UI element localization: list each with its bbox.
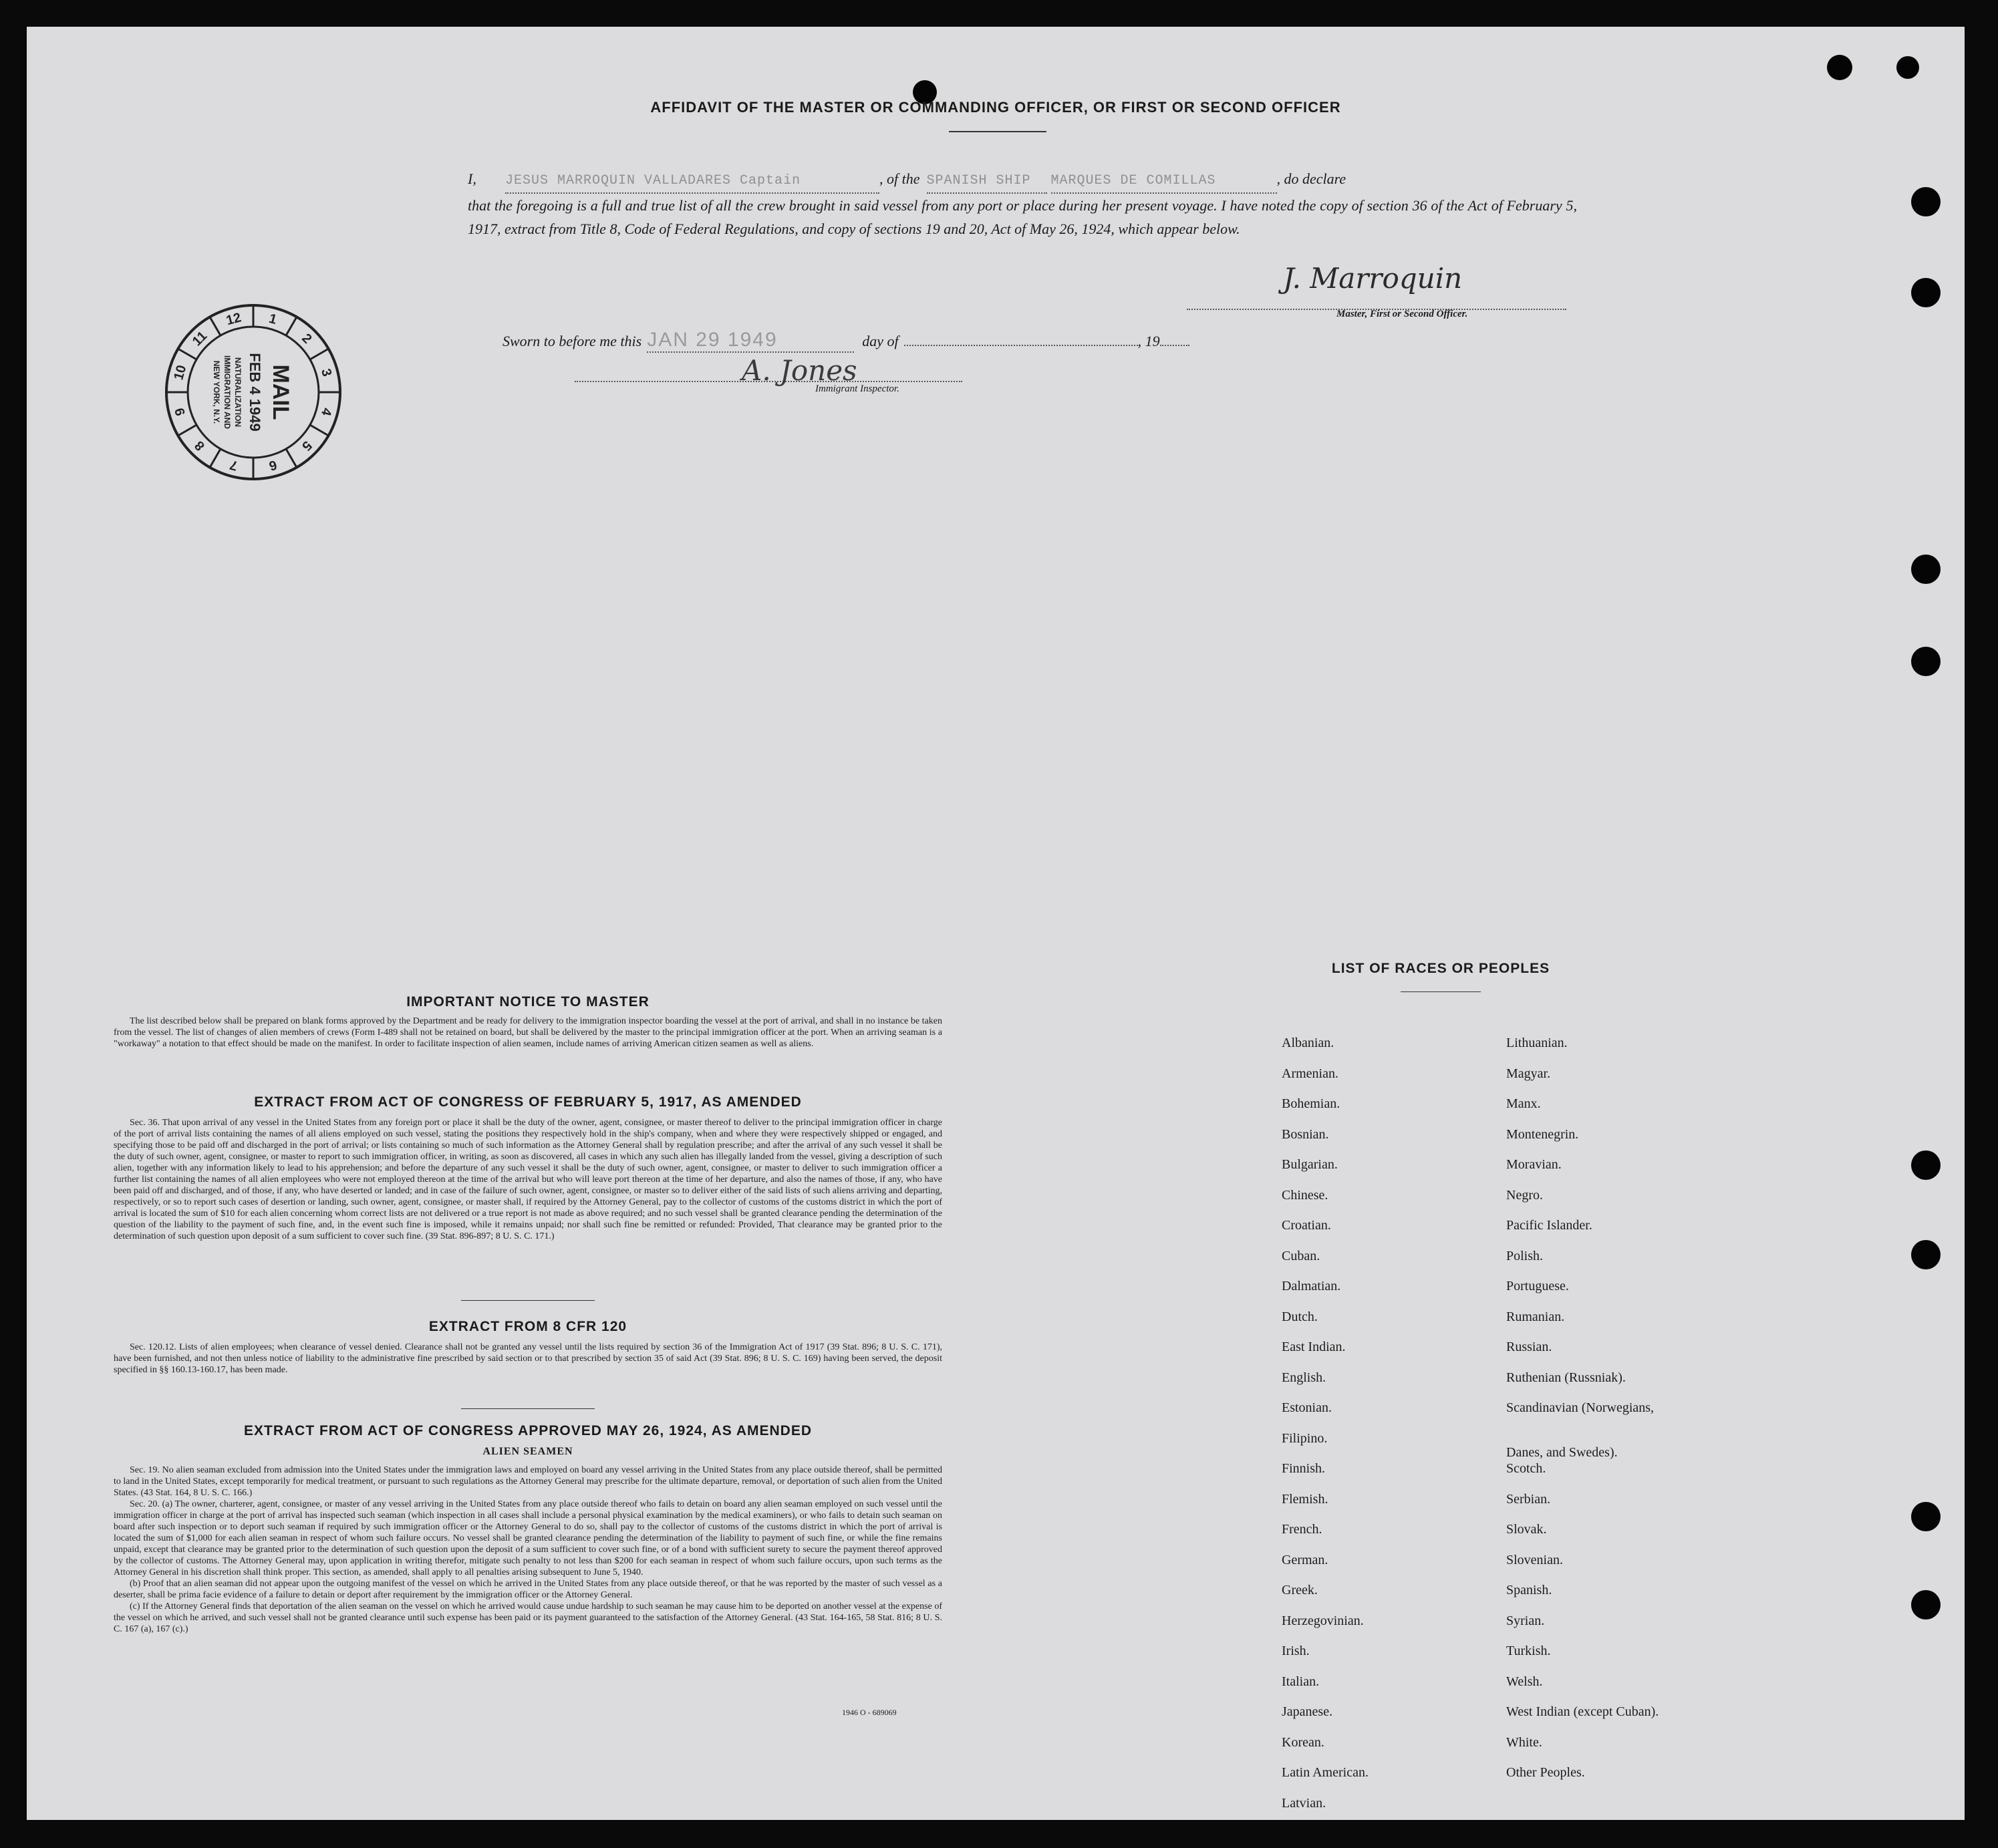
- stamp-ring-number: 1: [267, 311, 279, 327]
- race-item: Slovak.: [1506, 1522, 1547, 1537]
- intro-i: I,: [468, 170, 476, 187]
- extract-cfr-title: EXTRACT FROM 8 CFR 120: [428, 1319, 627, 1334]
- punch-hole: [1911, 187, 1941, 216]
- extract-1924-paragraph: (b) Proof that an alien seaman did not appear upon the outgoing manifest of the vessel on which he arrived in the United States from any place outside thereof, or that he was reported by the master of such vessel as a deserter, shall be prima facie evidence of a failure to detain or deport after requirement by the immigration officer or the Attorney General.: [114, 1579, 942, 1600]
- race-item: Syrian.: [1506, 1613, 1545, 1628]
- race-item: Croatian.: [1282, 1218, 1331, 1233]
- extract-1924-body: [114, 1465, 942, 1635]
- stamp-ring-divider: [178, 425, 196, 436]
- punch-hole: [1911, 555, 1941, 584]
- declaration-text: that the foregoing is a full and true list of all the crew brought in said vessel from any port or place during her present voyage. I have noted the copy of section 36 of the Act of February 5, 1917, extract from Title 8, Code of Federal Regulations, and copy of sections 19 and 20, Act of May 26, 1924, which appear below.: [468, 197, 1577, 237]
- extract-1924-paragraph: Sec. 19. No alien seaman excluded from admission into the United States under the immigration laws and employed on board any vessel arriving in the United States from any place outside thereof, shall be permitted to land in the United States, except temporarily for medical treatment, or pursuant to such regulations as the Attorney General may prescribe for the ultimate departure, removal, or deportation of such alien from the United States. (43 Stat. 164, 8 U. S. C. 166.): [114, 1465, 942, 1498]
- extract-1924-paragraph: (c) If the Attorney General finds that deportation of the alien seaman on the vessel on which he arrived would cause undue hardship to such seaman he may cause him to be deported on another vessel at the expense of the vessel on which he arrived, and such vessel shall not be granted clearance until such expense has been paid or its payment guaranteed to the satisfaction of the Attorney General. (43 Stat. 164-165, 58 Stat. 816; 8 U. S. C. 167 (a), 167 (c).): [114, 1601, 942, 1634]
- stamp-ring-number: 11: [189, 328, 210, 349]
- divider: [461, 1300, 595, 1301]
- race-item: Negro.: [1506, 1187, 1543, 1203]
- extract-cfr-paragraph: Sec. 120.12. Lists of alien employees; when clearance of vessel denied. Clearance shall not be granted any vessel until the lists required by section 36 of the Immigration Act of 1917 (39 Stat. 896; 8 U. S. C. 171), have been furnished, and not then unless notice of liability to the administrative fine prescribed by said section or to that prescribed by section 35 of said Act (39 Stat. 896; 8 U. S. C. 169) having been served, the deposit specified in §§ 160.13-160.17, has been made.: [114, 1342, 942, 1375]
- stamp-line-text: NEW YORK, N.Y.: [212, 360, 221, 424]
- race-item: Scotch.: [1506, 1461, 1546, 1476]
- race-item: Flemish.: [1282, 1491, 1328, 1507]
- race-item: Pacific Islander.: [1506, 1218, 1592, 1233]
- master-signature-caption: Master, First or Second Officer.: [1336, 309, 1468, 319]
- inspector-caption: Immigrant Inspector.: [815, 383, 899, 394]
- race-item: Bosnian.: [1282, 1126, 1329, 1142]
- race-item: Albanian.: [1282, 1036, 1334, 1050]
- race-item: White.: [1506, 1734, 1542, 1750]
- affidavit-title: AFFIDAVIT OF THE MASTER OR COMMANDING OFFICER, OR FIRST OR SECOND OFFICER: [650, 99, 1341, 116]
- race-item: Rumanian.: [1506, 1309, 1565, 1324]
- punch-hole: [1911, 1590, 1941, 1620]
- race-item: Moravian.: [1506, 1157, 1562, 1172]
- race-item: Greek.: [1282, 1583, 1318, 1597]
- do-declare-text: , do declare: [1276, 170, 1346, 187]
- race-item: Armenian.: [1282, 1066, 1338, 1081]
- race-item: Herzegovinian.: [1282, 1613, 1364, 1628]
- manifest-page: [27, 27, 1965, 1820]
- extract-cfr-body: [114, 1342, 942, 1376]
- punch-hole: [1911, 1502, 1941, 1531]
- race-item: Irish.: [1282, 1644, 1310, 1658]
- notice-body: [114, 1016, 942, 1050]
- stamp-ring-number: 7: [228, 457, 239, 474]
- notice-paragraph: The list described below shall be prepared on blank forms approved by the Department and be ready for delivery to the immigration inspector boarding the vessel at the port of arrival, and shall in no instance be taken from the vessel. The list of changes of alien members of crews (Form I-489 shall not be retained on board, but shall be delivered by the master to the principal immigration officer at the port. When an arriving seaman is a "workaway" a notation to that effect should be made on the manifest. In order to facilitate inspection of alien seamen, include names of arriving American citizen seamen as well as aliens.: [114, 1016, 942, 1049]
- races-title: LIST OF RACES OR PEOPLES: [1331, 961, 1550, 976]
- race-item: Chinese.: [1282, 1187, 1328, 1203]
- stamp-ring-number: 9: [172, 406, 188, 418]
- race-item: German.: [1282, 1552, 1328, 1567]
- extract-1917-paragraph: Sec. 36. That upon arrival of any vessel in the United States from any foreign port or place it shall be the duty of the owner, agent, consignee, or master thereof to deliver to the principal immigration officer in charge of the port of arrival lists containing the names of all aliens employed on such vessel, stating the positions they respectively hold in the ship's company, when and where they were respectively shipped or engaged, and specifying those to be paid off and discharged in the port of arrival; or lists containing so much of such information as the Attorney General shall by regulation prescribe; and after the arrival of any such vessel it shall be the duty of such owner, agent, consignee, or master to report to such immigration officer, in writing, as soon as discovered, all cases in which any such alien has illegally landed from the vessel, giving a description of such alien, together with any information likely to lead to his apprehension; and before the departure of any such vessel it shall be the duty of such owner, agent, consignee, or master to deliver to such immigration officer a further list containing the names of all alien employees who were not employed thereon at the time of the arrival but who will leave port thereon at the time of her departure, and also the names of those, if any, who have been paid off and discharged, and of those, if any, who have deserted or landed; and in case of the failure of such owner, agent, consignee, or master so to deliver either of the said lists of such aliens arriving and departing, respectively, or so to report such cases of desertion or landing, such owner, agent, consignee, or master shall, if required by the Attorney General, pay to the collector of customs of the customs district in which the port of arrival is located the sum of $10 for each alien concerning whom correct lists are not delivered or a true report is not made as above required; and no such vessel shall be granted clearance pending the determination of the question of the liability to the payment of such fine, and, in the event such fine is imposed, while it remains unpaid; nor shall such fine be remitted or refunded: Provided, That clearance may be granted prior to the determination of such question upon deposit of a sum sufficient to cover such fine. (39 Stat. 896-897; 8 U. S. C. 171.): [114, 1118, 942, 1241]
- race-item: Serbian.: [1506, 1491, 1551, 1507]
- punch-hole: [1911, 647, 1941, 676]
- race-item: English.: [1282, 1370, 1326, 1385]
- stamp-ring-number: 2: [299, 331, 315, 347]
- inspector-signature: A. Jones: [742, 354, 857, 387]
- race-item: Dalmatian.: [1282, 1279, 1341, 1293]
- race-item: Latvian.: [1282, 1795, 1326, 1811]
- ship-type: SPANISH SHIP: [927, 169, 1047, 194]
- day-of-blank: [904, 345, 1138, 346]
- stamp-line-text: IMMIGRATION AND: [223, 355, 232, 429]
- punch-hole: [1896, 56, 1919, 79]
- race-item: Finnish.: [1282, 1461, 1326, 1476]
- race-item: Turkish.: [1506, 1644, 1551, 1658]
- stamp-ring-number: 3: [318, 367, 335, 378]
- stamp-ring-number: 6: [267, 457, 279, 474]
- stamp-ring-divider: [310, 425, 329, 436]
- extract-1917-body: [114, 1117, 942, 1242]
- race-item: Latin American.: [1282, 1765, 1369, 1780]
- punch-hole: [1911, 1240, 1941, 1269]
- race-item: Bohemian.: [1282, 1096, 1340, 1111]
- extract-1924-title: EXTRACT FROM ACT OF CONGRESS APPROVED MAY 26, 1924, AS AMENDED: [243, 1423, 813, 1438]
- extract-1924-paragraph: Sec. 20. (a) The owner, charterer, agent, consignee, or master of any vessel arriving in the United States from any place outside thereof who fails to detain on board any alien seaman employed on such vessel until the immigration officer in charge at the port of arrival has inspected such seaman (which inspection in all cases shall include a personal physical examination by the medical examiners), or who fails to detain such seaman on board after such inspection or to deport such seaman if required by such immigration officer or the Attorney General to do so, shall pay to the collector of customs of the customs district in which the port of arrival is located the sum of $1,000 for each alien seaman in respect of whom such failure occurs. No vessel shall be granted clearance pending the determination of the liability to payment of such fine, or while the fine remains unpaid, except that clearance may be granted prior to the determination of such question upon the deposit of a sum sufficient to cover such fine, or of a bond with sufficient surety to secure the payment thereof approved by the collector of customs. The Attorney General may, upon application in writing therefor, mitigate such penalty to not less than $200 for each seaman in respect of whom such failure occurs, upon such terms as the Attorney General in his discretion shall think proper. This section, as amended, shall apply to all penalties arising subsequent to June 5, 1940.: [114, 1499, 942, 1577]
- race-item: Danes, and Swedes).: [1506, 1444, 1618, 1460]
- race-item: Ruthenian (Russniak).: [1506, 1370, 1626, 1385]
- race-item: Bulgarian.: [1282, 1157, 1338, 1172]
- race-item: Scandinavian (Norwegians,: [1506, 1400, 1655, 1415]
- stamp-ring-divider: [310, 349, 329, 359]
- stamp-ring-divider: [178, 349, 196, 359]
- stamp-ring-divider: [286, 449, 297, 468]
- stamp-mail-text: MAIL: [268, 364, 293, 420]
- race-item: Korean.: [1282, 1734, 1324, 1750]
- race-item: Estonian.: [1282, 1400, 1332, 1415]
- stamp-ring-number: 10: [171, 363, 190, 382]
- punch-hole: [1911, 278, 1941, 307]
- stamp-line-text: NATURALIZATION: [233, 357, 243, 428]
- race-item: Spanish.: [1506, 1583, 1552, 1597]
- race-item: Montenegrin.: [1506, 1126, 1579, 1142]
- race-item: Filipino.: [1282, 1430, 1328, 1446]
- divider: [1401, 991, 1481, 992]
- extract-1917-title: EXTRACT FROM ACT OF CONGRESS OF FEBRUARY 5, 1917, AS AMENDED: [254, 1094, 802, 1110]
- master-name: JESUS MARROQUIN VALLADARES Captain: [505, 169, 879, 194]
- divider: [949, 131, 1046, 132]
- race-item: Polish.: [1506, 1248, 1544, 1263]
- stamp-ring-number: 4: [318, 406, 335, 418]
- day-of-text: day of: [862, 333, 899, 349]
- print-code: 1946 O - 689069: [842, 1708, 897, 1717]
- sworn-date-stamp: JAN 29 1949: [647, 329, 778, 351]
- stamp-ring-number: 8: [192, 438, 208, 454]
- of-the-text: , of the: [879, 170, 920, 187]
- notice-title: IMPORTANT NOTICE TO MASTER: [406, 994, 650, 1010]
- stamp-ring-divider: [210, 449, 221, 468]
- race-item: Other Peoples.: [1506, 1765, 1585, 1780]
- stamp-ring-divider: [210, 317, 221, 335]
- stamp-ring-number: 5: [299, 438, 315, 454]
- year-prefix: , 19: [1137, 333, 1160, 349]
- stamp-center: [212, 353, 293, 431]
- affidavit-statement: [468, 167, 1577, 241]
- race-item: Cuban.: [1282, 1248, 1320, 1263]
- ship-name: MARQUES DE COMILLAS: [1051, 169, 1277, 194]
- race-item: Slovenian.: [1506, 1552, 1563, 1567]
- punch-hole: [1827, 55, 1852, 80]
- race-item: Welsh.: [1506, 1674, 1543, 1689]
- master-signature: J. Marroquin: [1283, 262, 1463, 295]
- race-item: Portuguese.: [1506, 1279, 1569, 1293]
- stamp-ring-number: 12: [225, 310, 243, 329]
- extract-1924-subtitle: ALIEN SEAMEN: [482, 1446, 573, 1457]
- race-item: Magyar.: [1506, 1066, 1551, 1081]
- race-item: West Indian (except Cuban).: [1506, 1704, 1659, 1719]
- race-item: Manx.: [1506, 1096, 1541, 1111]
- race-item: Russian.: [1506, 1340, 1552, 1354]
- year-blank: [1160, 345, 1189, 346]
- receipt-stamp: [163, 302, 343, 482]
- race-item: Dutch.: [1282, 1309, 1318, 1324]
- race-item: East Indian.: [1282, 1340, 1346, 1354]
- sworn-line: [503, 329, 1189, 353]
- race-item: Japanese.: [1282, 1704, 1333, 1719]
- divider: [461, 1408, 595, 1409]
- stamp-ring-divider: [286, 317, 297, 335]
- race-item: Lithuanian.: [1506, 1036, 1568, 1050]
- race-item: Italian.: [1282, 1674, 1320, 1689]
- sworn-text: Sworn to before me this: [503, 333, 642, 349]
- race-item: French.: [1282, 1522, 1322, 1537]
- punch-hole: [1911, 1150, 1941, 1180]
- stamp-date-text: FEB 4 1949: [247, 353, 263, 432]
